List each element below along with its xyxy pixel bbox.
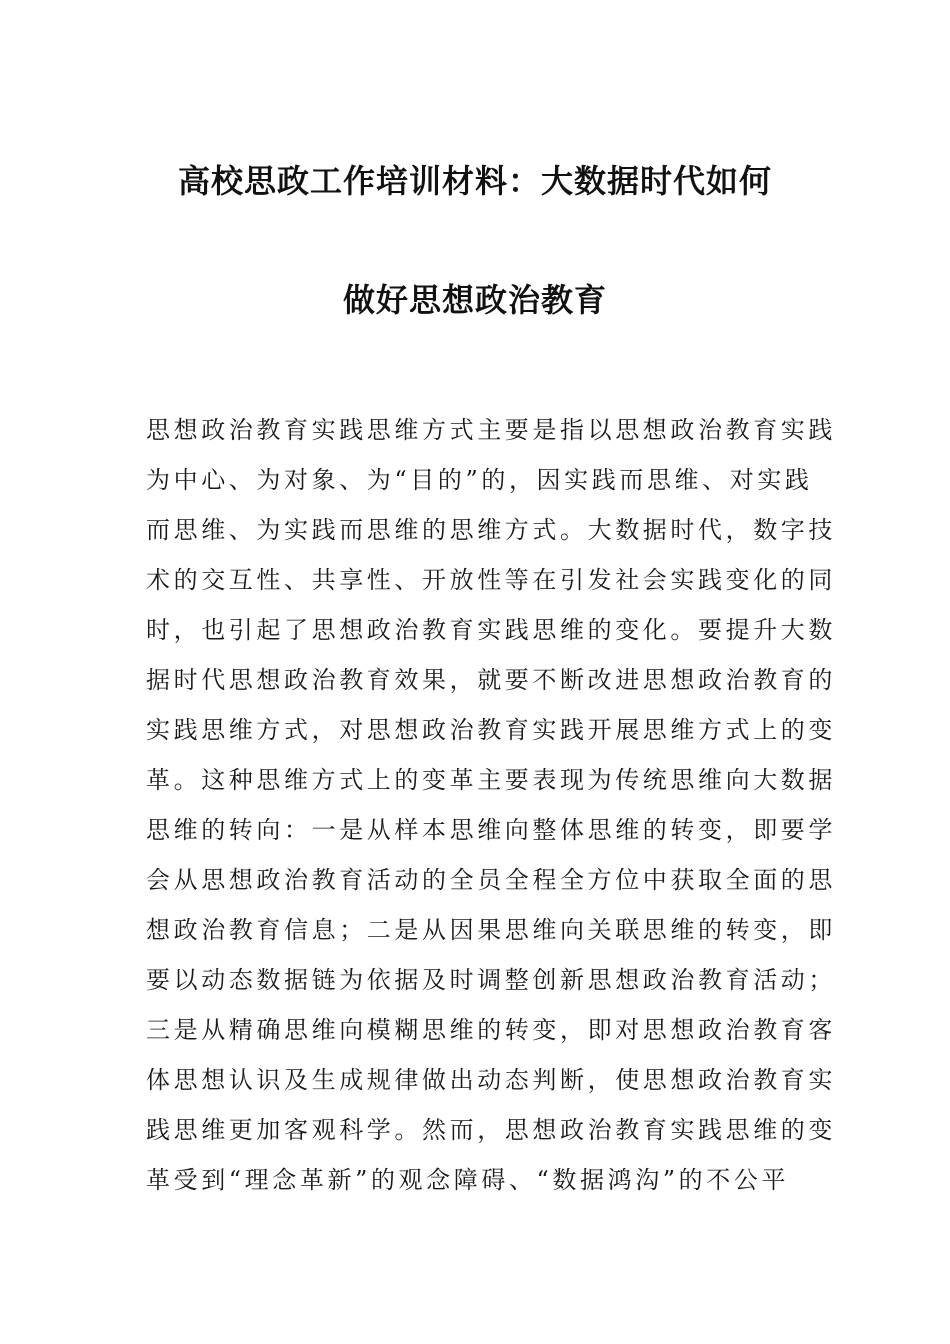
body-text-line: 想政治教育信息；二是从因果思维向关联思维的转变，即 (146, 916, 836, 944)
body-text-line: 时，也引起了思想政治教育实践思维的变化。要提升大数 (146, 616, 836, 644)
document-body-paragraph (146, 405, 836, 1205)
body-text-line: 体思想认识及生成规律做出动态判断，使思想政治教育实 (146, 1066, 836, 1094)
body-text-line: 据时代思想政治教育效果，就要不断改进思想政治教育的 (146, 666, 836, 694)
body-text-line: 为中心、为对象、为“目的”的，因实践而思维、对实践 (146, 466, 813, 494)
body-text-line: 三是从精确思维向模糊思维的转变，即对思想政治教育客 (146, 1016, 836, 1044)
document-title-line-2: 做好思想政治教育 (342, 281, 607, 319)
body-text-line: 术的交互性、共享性、开放性等在引发社会实践变化的同 (146, 566, 836, 594)
body-text-line: 而思维、为实践而思维的思维方式。大数据时代，数字技 (146, 516, 836, 544)
body-text-line: 思想政治教育实践思维方式主要是指以思想政治教育实践 (146, 416, 836, 444)
body-text-line: 革。这种思维方式上的变革主要表现为传统思维向大数据 (146, 766, 836, 794)
body-text-line: 践思维更加客观科学。然而，思想政治教育实践思维的变 (146, 1116, 836, 1144)
body-text-line: 思维的转向：一是从样本思维向整体思维的转变，即要学 (146, 816, 836, 844)
body-text-line: 会从思想政治教育活动的全员全程全方位中获取全面的思 (146, 866, 836, 894)
document-title-line-1: 高校思政工作培训材料：大数据时代如何 (177, 162, 772, 200)
body-text-line: 实践思维方式，对思想政治教育实践开展思维方式上的变 (146, 716, 836, 744)
body-text-line: 革受到“理念革新”的观念障碍、“数据鸿沟”的不公平 (146, 1166, 790, 1194)
body-text-line: 要以动态数据链为依据及时调整创新思想政治教育活动； (146, 966, 836, 994)
